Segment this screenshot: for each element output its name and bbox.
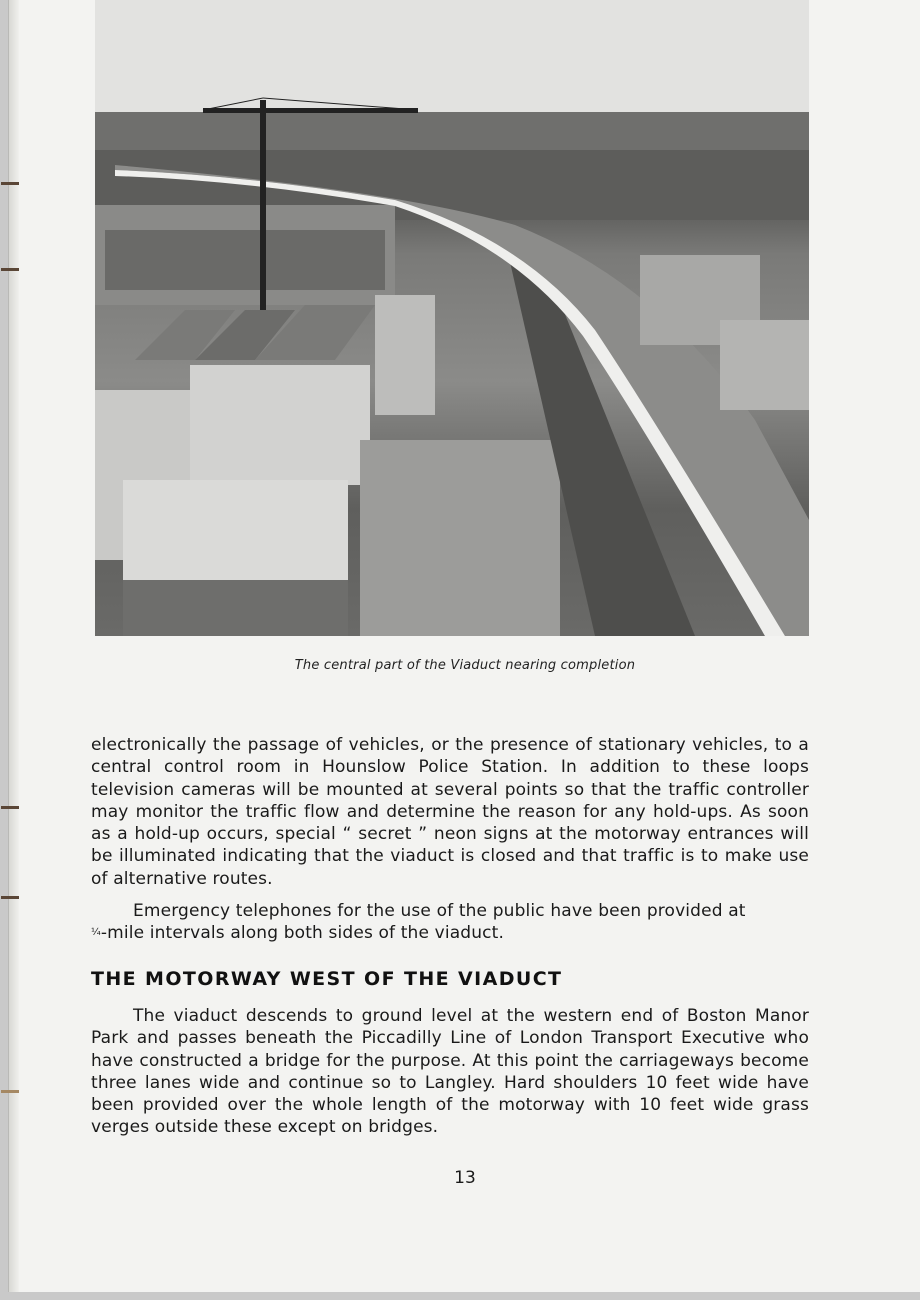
body-paragraph-3 xyxy=(91,1005,809,1139)
staple xyxy=(1,896,19,899)
section-heading: THE MOTORWAY WEST OF THE VIADUCT xyxy=(91,968,563,990)
paragraph-text: Emergency telephones for the use of the public have been provided at xyxy=(133,901,746,921)
document-page xyxy=(8,0,920,1292)
quarter-fraction: ¼ xyxy=(91,927,101,939)
paragraph-text: The viaduct descends to ground level at the western end of Boston Manor Park and passes beneath the Piccadilly Line of London Transport Executive who have constructed a bridge for the purpose. At this point the carriageways become three lanes wide and continue so to Langley. Hard shoulders 10 feet wide have been provided over the whole length of the motorway with 10 feet wide grass verges outside these except on bridges. xyxy=(91,1006,809,1138)
paragraph-text: electronically the passage of vehicles, or the presence of stationary vehicles, to a central control room in Hounslow Police Station. In addition to these loops television cameras will be mounted at several points so that the traffic controller may monitor the traffic flow and determine the reason for any hold-ups. As soon as a hold-up occurs, special “ secret ” neon signs at the motorway entrances will be illuminated indicating that the viaduct is closed and that traffic is to make use of alternative routes. xyxy=(91,735,809,889)
staple xyxy=(1,268,19,271)
staple xyxy=(1,1090,19,1093)
paragraph-continuation xyxy=(91,922,809,944)
paragraph-text: -mile intervals along both sides of the viaduct. xyxy=(100,923,505,944)
staple xyxy=(1,182,19,185)
staple xyxy=(1,806,19,809)
page-number: 13 xyxy=(454,1168,476,1188)
viaduct-photograph xyxy=(95,0,809,636)
body-paragraph-2 xyxy=(91,900,809,945)
photo-caption: The central part of the Viaduct nearing completion xyxy=(294,658,636,673)
page-binding-edge xyxy=(9,0,19,1292)
body-paragraph-1 xyxy=(91,734,809,890)
